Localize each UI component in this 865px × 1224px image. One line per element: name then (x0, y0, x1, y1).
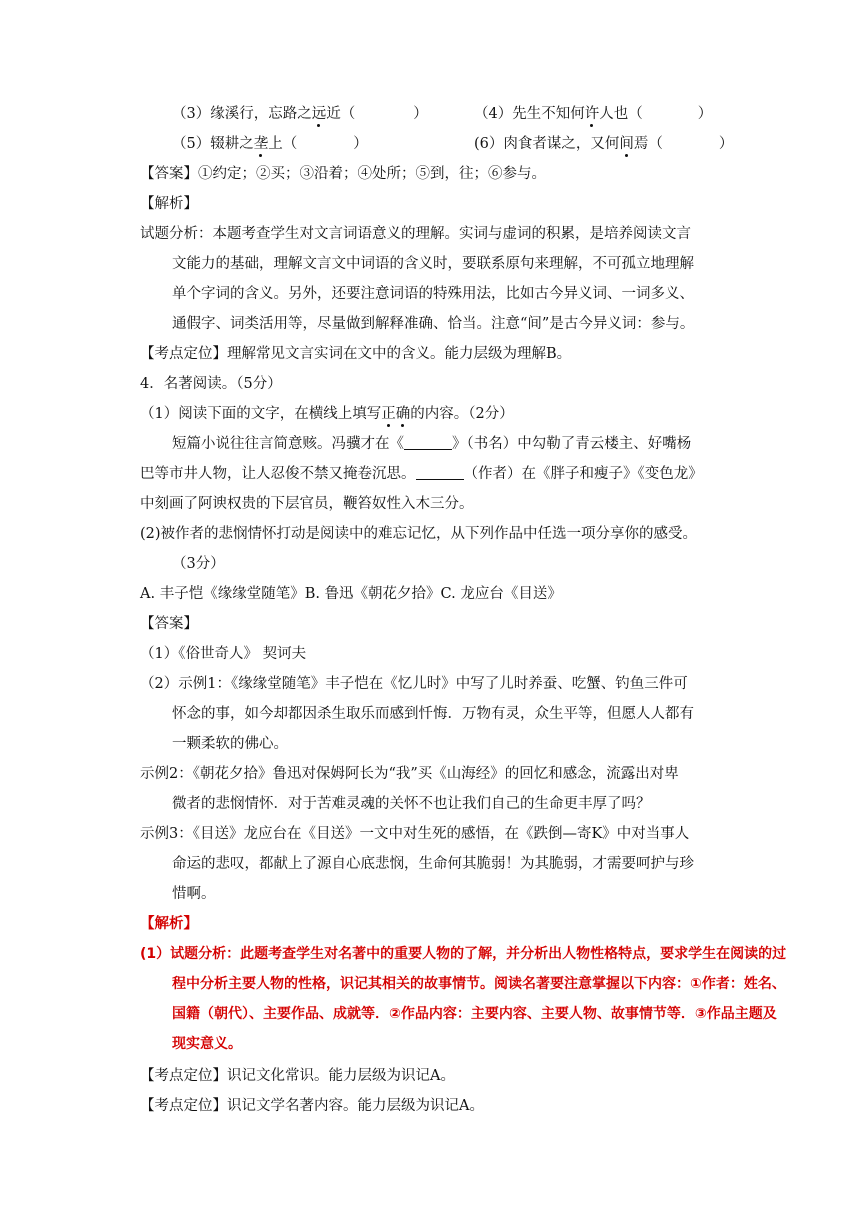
q4-sub2-prompt: (2)被作者的悲悯情怀打动是阅读中的难忘记忆，从下列作品中任选一项分享你的感受。 (140, 526, 698, 542)
q4-analysis-line: (1）试题分析：此题考查学生对名著中的重要人物的了解，并分析出人物性格特点，要求学生在阅读的过 (140, 946, 787, 962)
q3-analysis-line: 单个字词的含义。另外，还要注意词语的特殊用法，比如古今异义词、一词多义、 (172, 286, 694, 302)
q4-sub1-prompt: （1）阅读下面的文字，在横线上填写正确的内容。（2分） (140, 406, 514, 422)
q4-analysis-line: 现实意义。 (172, 1036, 242, 1052)
q3-analysis-line: 试题分析：本题考查学生对文言词语意义的理解。实词与虚词的积累，是培养阅读文言 (140, 226, 691, 242)
q4-point-1: 【考点定位】识记文化常识。能力层级为识记A。 (140, 1068, 455, 1084)
q3-point: 【考点定位】理解常见文言实词在文中的含义。能力层级为理解B。 (140, 346, 572, 362)
q4-example-line: 惜啊。 (172, 886, 216, 902)
q4-title: 4．名著阅读。（5分） (140, 376, 282, 392)
q4-analysis-line: 程中分析主要人物的性格，识记其相关的故事情节。阅读名著要注意掌握以下内容：①作者：姓名、 (172, 976, 786, 992)
q4-para-line: 巴等市井人物，让人忍俊不禁又掩卷沉思。 （作者）在《胖子和瘦子》《变色龙》 (140, 466, 703, 482)
q4-example-line: 命运的悲叹，都献上了源自心底悲悯，生命何其脆弱！为其脆弱，才需要呵护与珍 (172, 856, 694, 872)
q4-para-line: 中刻画了阿谀权贵的下层官员，鞭笞奴性入木三分。 (140, 496, 474, 512)
q4-options: A. 丰子恺《缘缘堂随笔》B. 鲁迅《朝花夕拾》C. 龙应台《目送》 (140, 586, 562, 602)
q3-answer: 【答案】①约定；②买；③沿着；④处所；⑤到，往；⑥参与。 (140, 166, 546, 182)
q4-point-2: 【考点定位】识记文学名著内容。能力层级为识记A。 (140, 1098, 484, 1114)
q4-sub2-score: （3分） (172, 556, 225, 572)
q3-item-4: （4）先生不知何许人也（ ） (474, 106, 713, 122)
q4-example-line: 微者的悲悯情怀．对于苦难灵魂的关怀不也让我们自己的生命更丰厚了吗？ (172, 796, 651, 812)
q4-example-line: 一颗柔软的佛心。 (172, 736, 288, 752)
q4-answer-heading: 【答案】 (140, 616, 198, 632)
q3-item-5: （5）辍耕之垄上（ ） (172, 136, 368, 152)
q4-analysis-heading: 【解析】 (140, 916, 198, 932)
q4-analysis-line: 国籍（朝代）、主要作品、成就等．②作品内容：主要内容、主要人物、故事情节等．③作品主题及 (172, 1006, 777, 1022)
q4-answer-1: （1）《俗世奇人》 契诃夫 (140, 646, 307, 662)
q3-analysis-line: 通假字、词类活用等，尽量做到解释准确、恰当。注意“间”是古今异义词：参与。 (172, 316, 695, 332)
fill-blank[interactable] (404, 435, 452, 450)
q4-example-line: 示例2：《朝花夕拾》鲁迅对保姆阿长为“我”买《山海经》的回忆和感念，流露出对卑 (140, 766, 679, 782)
q4-example-line: 怀念的事，如今却都因杀生取乐而感到忏悔．万物有灵，众生平等，但愿人人都有 (172, 706, 694, 722)
q4-example-line: 示例3：《目送》龙应台在《目送》一文中对生死的感悟，在《跌倒—寄K》中对当事人 (140, 826, 690, 842)
q3-item-6: (6）肉食者谋之，又何间焉（ ） (474, 136, 734, 152)
fill-blank[interactable] (416, 465, 464, 480)
q4-example-line: （2）示例1：《缘缘堂随笔》丰子恺在《忆儿时》中写了儿时养蚕、吃蟹、钓鱼三件可 (140, 676, 688, 692)
q3-analysis-line: 文能力的基础，理解文言文中词语的含义时，要联系原句来理解，不可孤立地理解 (172, 256, 694, 272)
q4-para-line: 短篇小说往往言简意赅。冯骥才在《 》（书名）中勾勒了青云楼主、好嘴杨 (172, 436, 692, 452)
q3-analysis-heading: 【解析】 (140, 196, 198, 212)
q3-item-3: （3）缘溪行，忘路之远近（ ） (172, 106, 428, 122)
